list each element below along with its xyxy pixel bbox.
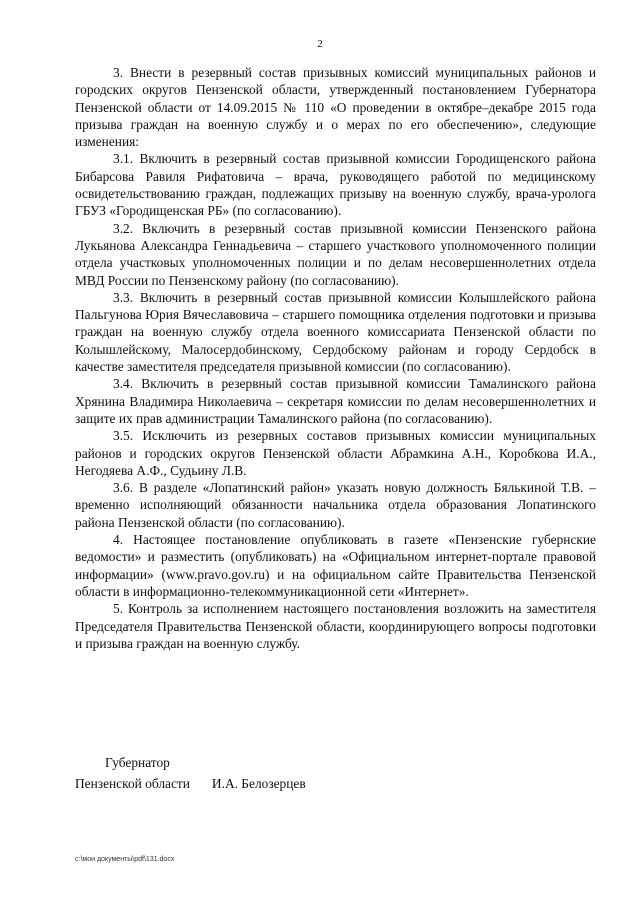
paragraph-3: 3. Внести в резервный состав призывных комиссий муниципальных районов и городских округов Пензенской области, утвержденный постановлением Губернатора Пензенской области от 14.09.2015 № 110 «О проведении в октябре–декабре 2015 года призыва граждан на военную службу и о мерах по его обеспечению», следующие изменения: [75, 65, 596, 150]
footer-file-path: c:\мои документы\pdf\131.docx [75, 856, 175, 863]
page-number: 2 [317, 38, 323, 50]
signature-name: И.А. Белозерцев [211, 776, 306, 791]
paragraph-3-5: 3.5. Исключить из резервных составов призывных комиссии муниципальных районов и городских округов Пензенской области Абрамкина А.Н., Коробкова И.А., Негодяева А.Ф., Судьину Л.В. [75, 428, 596, 478]
paragraph-3-6: 3.6. В разделе «Лопатинский район» указать новую должность Бялькиной Т.В. – временно исполняющий обязанности начальника отдела образования Лопатинского района Пензенской области (по согласованию). [75, 480, 596, 530]
document-body [75, 64, 596, 652]
paragraph-3-2: 3.2. Включить в резервный состав призывной комиссии Пензенского района Лукьянова Александра Геннадьевича – старшего участкового уполномоченного полиции отдела участковых уполномоченных полиции и по делам несовершеннолетних отдела МВД России по Пензенскому району (по согласованию). [75, 220, 596, 288]
signature-region: Пензенской области [75, 776, 190, 791]
signature-title: Губернатор [105, 755, 170, 770]
signature-block [75, 752, 475, 794]
paragraph-3-3: 3.3. Включить в резервный состав призывной комиссии Колышлейского района Пальгунова Юрия Вячеславовича – старшего помощника отделения подготовки и призыва граждан на военную службу отдела военного комиссариата Пензенской области по Колышлейскому, Малосердобинскому, Сердобскому районам и городу Сердобск в качестве заместителя председателя призывной комиссии (по согласованию). [75, 289, 596, 375]
signature-line [75, 773, 475, 794]
paragraph-3-1: 3.1. Включить в резервный состав призывной комиссии Городищенского района Бибарсова Равиля Рифатовича – врача, руководящего работой по медицинскому освидетельствованию граждан, подлежащих призыву на военную службу, врача-уролога ГБУЗ «Городищенская РБ» (по согласованию). [75, 151, 596, 219]
paragraph-3-4: 3.4. Включить в резервный состав призывной комиссии Тамалинского района Хрянина Владимира Николаевича – секретаря комиссии по делам несовершеннолетних и защите их прав администрации Тамалинского района (по согласованию). [75, 376, 596, 426]
paragraph-4: 4. Настоящее постановление опубликовать в газете «Пензенские губернские ведомости» и разместить (опубликовать) на «Официальном интернет-портале правовой информации» (www.pravo.gov.ru) и на официальном сайте Правительства Пензенской области в информационно-телекоммуникационной сети «Интернет». [75, 532, 596, 599]
paragraph-5: 5. Контроль за исполнением настоящего постановления возложить на заместителя Председателя Правительства Пензенской области, координирующего вопросы подготовки и призыва граждан на военную службу. [75, 601, 596, 651]
